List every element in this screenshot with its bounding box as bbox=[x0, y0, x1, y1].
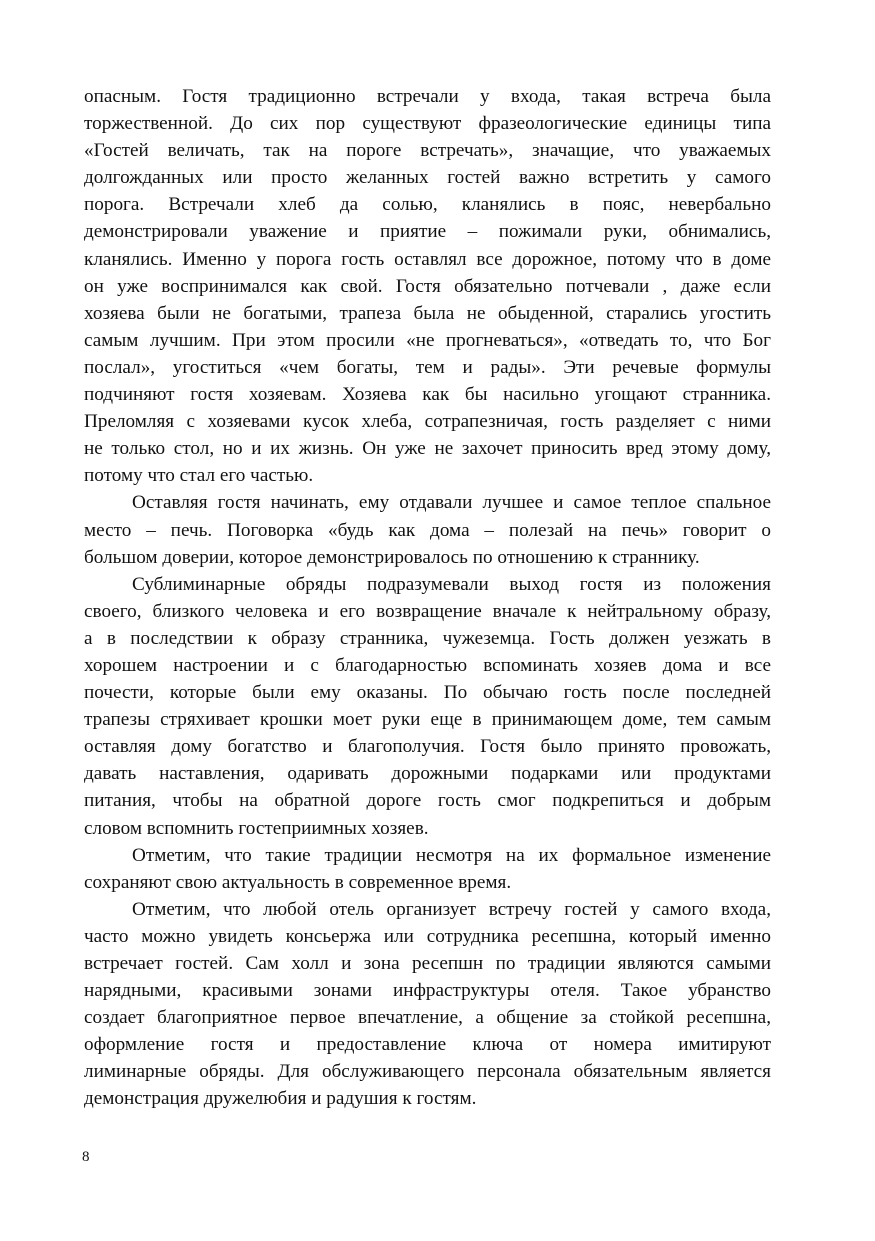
text-line: торжественной. До сих пор существуют фразеологические единицы типа bbox=[84, 113, 771, 135]
paragraph bbox=[84, 842, 771, 896]
text-line: послал», угоститься «чем богаты, тем и рады». Эти речевые формулы bbox=[84, 356, 771, 378]
text-line: почести, которые были ему оказаны. По обычаю гость после последней bbox=[84, 682, 771, 704]
text-line: большом доверии, которое демонстрировалось по отношению к страннику. bbox=[84, 546, 700, 568]
paragraph bbox=[84, 571, 771, 842]
text-line: нарядными, красивыми зонами инфраструктуры отеля. Такое убранство bbox=[84, 980, 771, 1002]
text-line: демонстрировали уважение и приятие – пожимали руки, обнимались, bbox=[84, 221, 771, 243]
text-line: не только стол, но и их жизнь. Он уже не захочет приносить вред этому дому, bbox=[84, 438, 771, 460]
text-line: сохраняют свою актуальность в современное время. bbox=[84, 871, 512, 893]
text-line: оформление гостя и предоставление ключа от номера имитируют bbox=[84, 1034, 771, 1056]
paragraph bbox=[84, 83, 771, 489]
text-line: трапезы стряхивает крошки моет руки еще в принимающем доме, тем самым bbox=[84, 709, 771, 731]
text-line: подчиняют гостя хозяевам. Хозяева как бы насильно угощают странника. bbox=[84, 384, 771, 406]
body-text bbox=[84, 83, 771, 1113]
text-line: словом вспомнить гостеприимных хозяев. bbox=[84, 817, 429, 839]
paragraph bbox=[84, 489, 771, 570]
text-line: оставляя дому богатство и благополучия. Гостя было принято провожать, bbox=[84, 736, 771, 758]
text-line: питания, чтобы на обратной дороге гость смог подкрепиться и добрым bbox=[84, 790, 771, 812]
text-line: Преломляя с хозяевами кусок хлеба, сотрапезничая, гость разделяет с ними bbox=[84, 411, 771, 433]
text-line: долгожданных или просто желанных гостей важно встретить у самого bbox=[84, 167, 771, 189]
text-line: Отметим, что такие традиции несмотря на их формальное изменение bbox=[132, 844, 771, 866]
text-line: лиминарные обряды. Для обслуживающего персонала обязательным является bbox=[84, 1061, 771, 1083]
text-line: самым лучшим. При этом просили «не прогневаться», «отведать то, что Бог bbox=[84, 329, 771, 351]
text-line: он уже воспринимался как свой. Гостя обязательно потчевали , даже если bbox=[84, 275, 771, 297]
text-line: часто можно увидеть консьержа или сотрудника ресепшна, который именно bbox=[84, 925, 771, 947]
text-line: опасным. Гостя традиционно встречали у входа, такая встреча была bbox=[84, 86, 771, 107]
text-line: порога. Встречали хлеб да солью, кланялись в пояс, невербально bbox=[84, 194, 771, 216]
paragraph bbox=[84, 896, 771, 1113]
page-number: 8 bbox=[82, 1149, 90, 1165]
text-line: давать наставления, одаривать дорожными подарками или продуктами bbox=[84, 763, 771, 785]
text-line: Отметим, что любой отель организует встречу гостей у самого входа, bbox=[132, 898, 771, 920]
text-line: создает благоприятное первое впечатление, а общение за стойкой ресепшна, bbox=[84, 1007, 771, 1029]
text-line: хорошем настроении и с благодарностью вспоминать хозяев дома и все bbox=[84, 654, 771, 676]
text-line: своего, близкого человека и его возвращение вначале к нейтральному образу, bbox=[84, 600, 771, 622]
text-line: хозяева были не богатыми, трапеза была не обыденной, старались угостить bbox=[84, 302, 771, 324]
text-line: «Гостей величать, так на пороге встречать», значащие, что уважаемых bbox=[84, 140, 771, 162]
text-line: Сублиминарные обряды подразумевали выход гостя из положения bbox=[132, 573, 771, 595]
text-line: демонстрация дружелюбия и радушия к гостям. bbox=[84, 1088, 477, 1110]
text-line: а в последствии к образу странника, чужеземца. Гость должен уезжать в bbox=[84, 627, 771, 649]
text-line: место – печь. Поговорка «будь как дома – полезай на печь» говорит о bbox=[84, 519, 771, 541]
text-line: Оставляя гостя начинать, ему отдавали лучшее и самое теплое спальное bbox=[132, 492, 771, 514]
text-line: кланялись. Именно у порога гость оставлял все дорожное, потому что в доме bbox=[84, 248, 771, 270]
text-line: встречает гостей. Сам холл и зона ресепшн по традиции являются самыми bbox=[84, 953, 771, 974]
text-line: потому что стал его частью. bbox=[84, 465, 314, 487]
